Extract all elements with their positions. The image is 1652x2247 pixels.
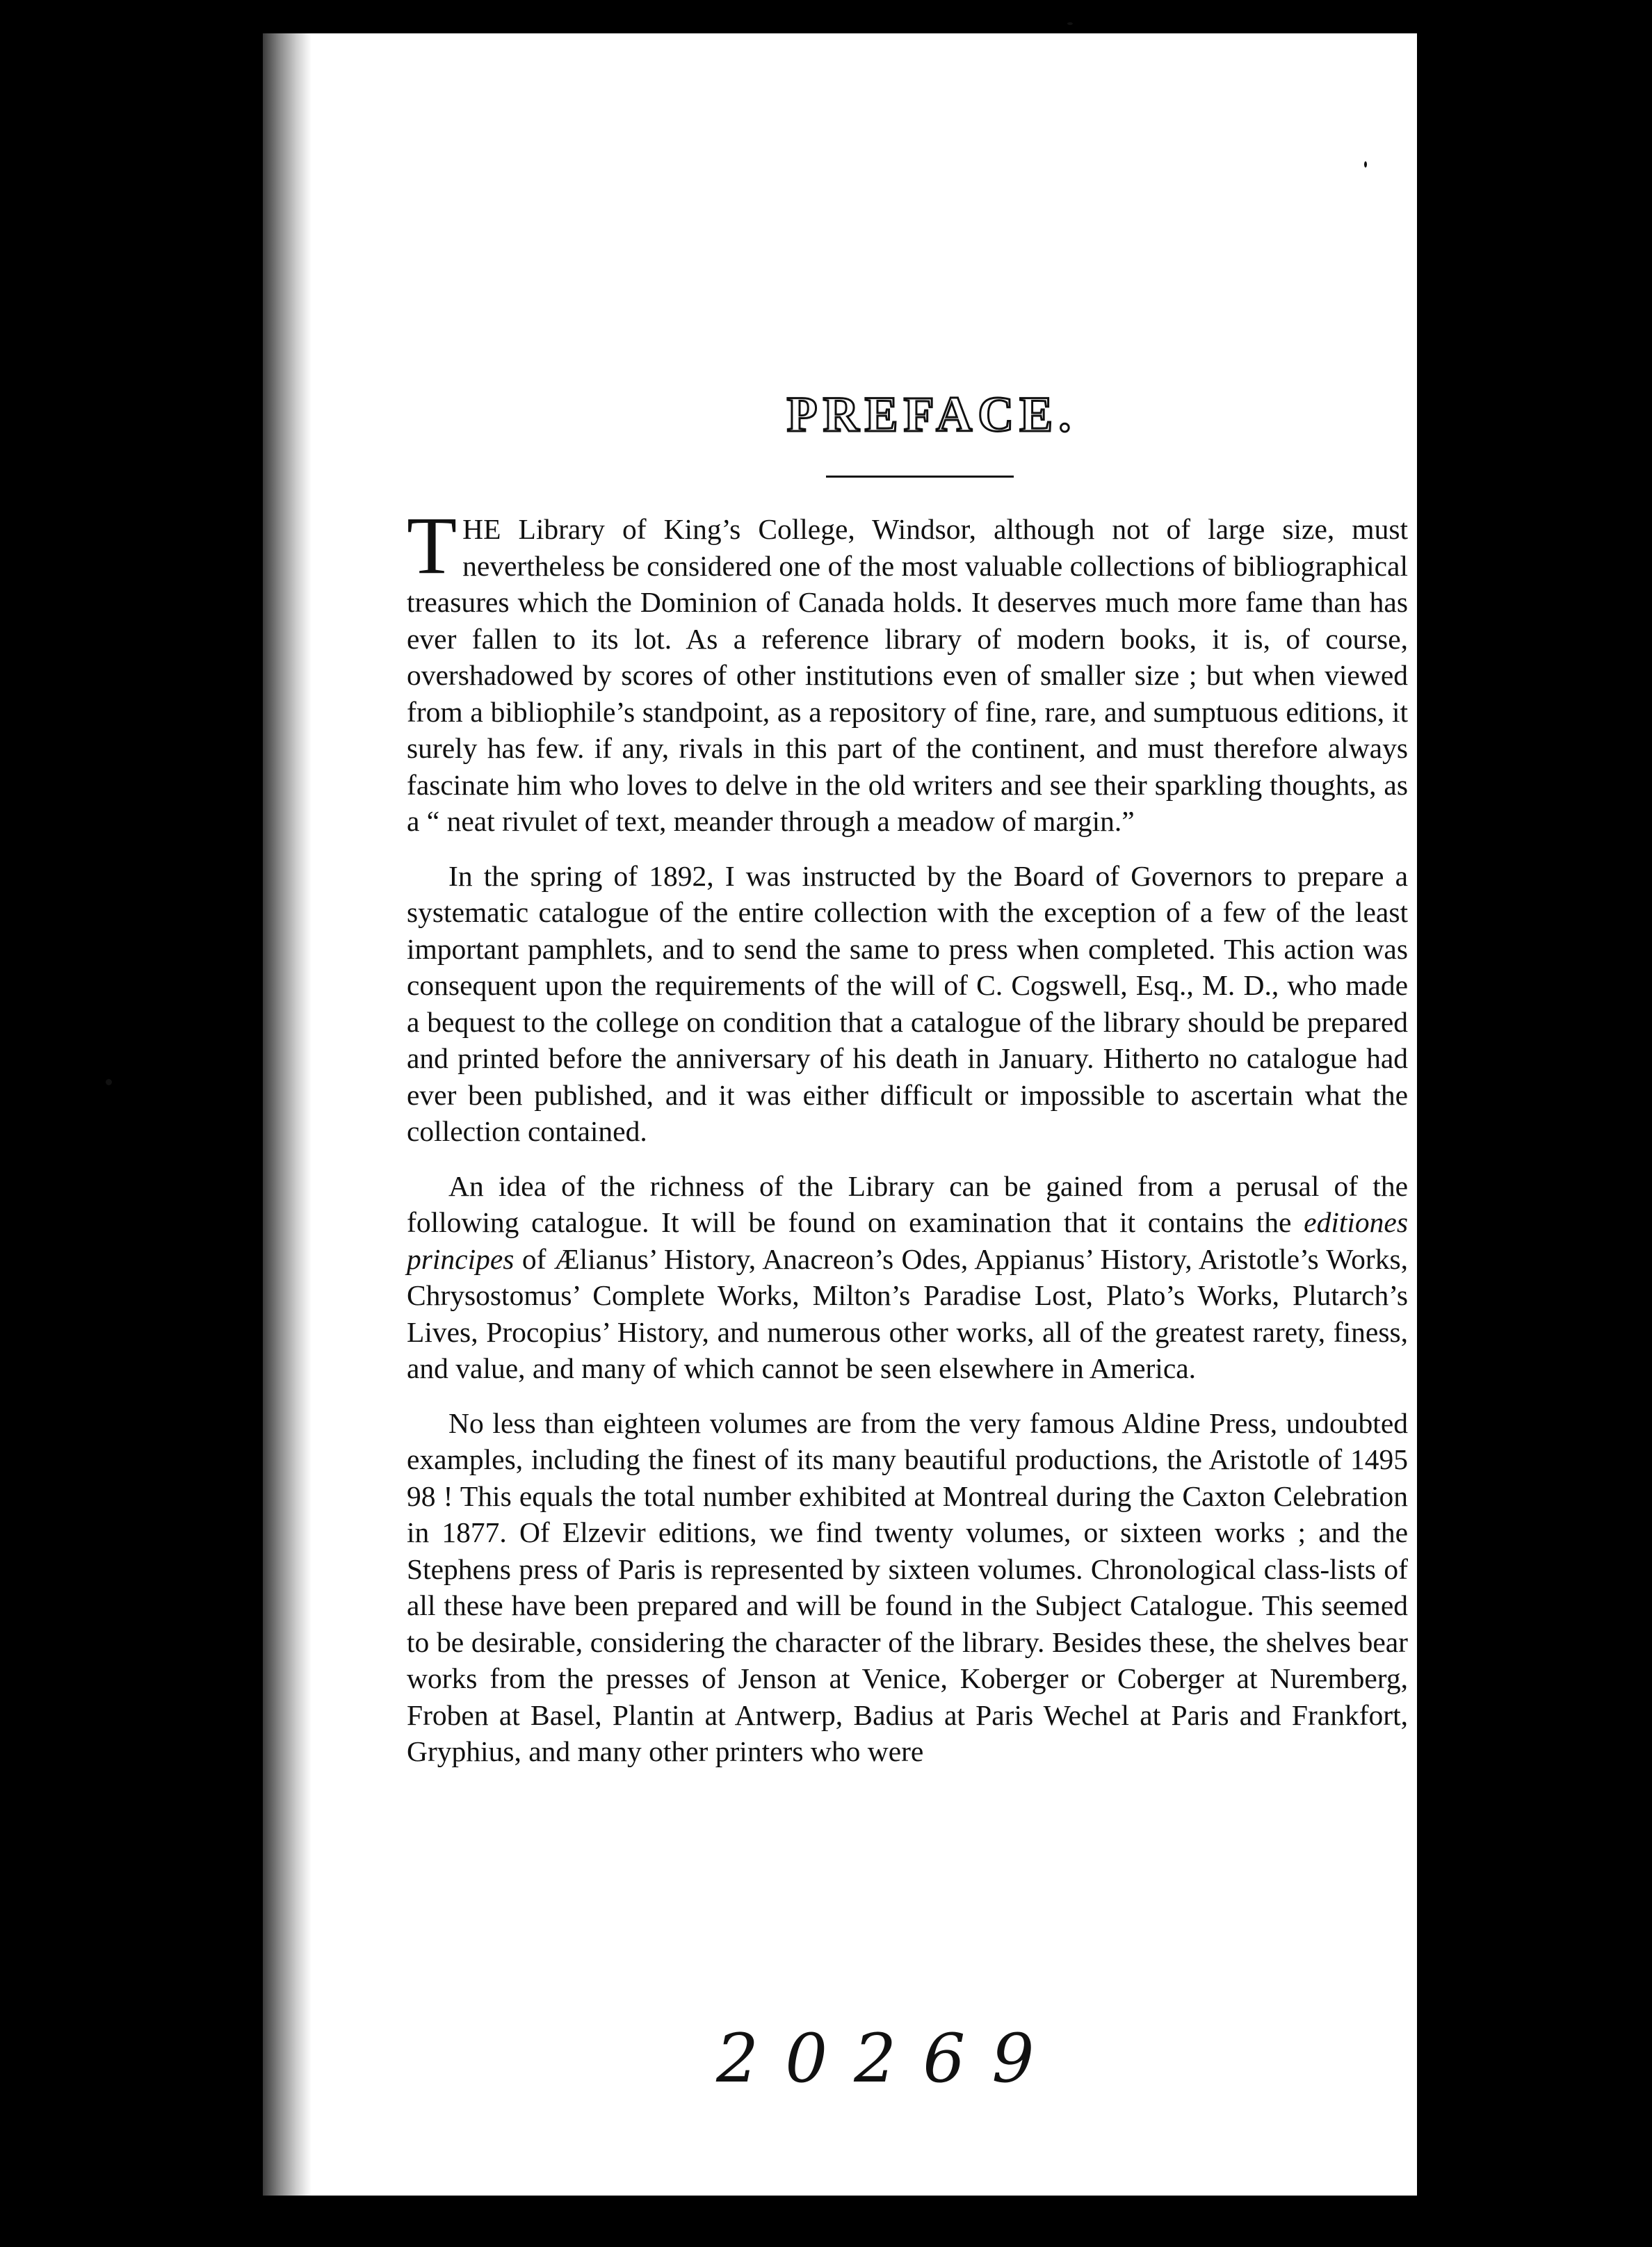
page-title: PREFACE. xyxy=(786,387,1077,442)
handwritten-accession-number: 20269 xyxy=(716,2020,1061,2098)
paragraph-2: In the spring of 1892, I was instructed by the Board of Governors to prepare a systematic catalogue of the entire collection with the exception of a few of the least important pamphlets, and to send the same to press when completed. This action was consequent upon the requirements of the will of C. Cogswell, Esq., M. D., who made a bequest to the college on condition that a catalogue of the library should be prepared and printed before the anniversary of his death in January. Hitherto no catalogue had ever been published, and it was either difficult or impossible to ascertain what the collection contained. xyxy=(407,859,1408,1147)
paragraph-1: THE Library of King’s College, Windsor, although not of large size, must nevertheless be considered one of the most valuable collections of bibliographical treasures which the Dominion of Canada holds. It deserves much more fame than has ever fallen to its lot. As a reference library of modern books, it is, of course, overshadowed by scores of other institutions even of smaller size ; but when viewed from a bibliophile’s standpoint, as a repository of fine, rare, and sumptuous editions, it surely has few. if any, rivals in this part of the continent, and must therefore always fascinate him who loves to delve in the old writers and see their sparkling thoughts, as a “ neat rivulet of text, meander through a meadow of margin.” xyxy=(407,500,1408,837)
paragraph-3-italic: editiones principes xyxy=(407,1206,1408,1275)
ink-speck xyxy=(1067,22,1073,25)
title-rule xyxy=(826,476,1014,478)
ink-speck xyxy=(1364,161,1367,168)
paragraph-4: No less than eighteen volumes are from the very famous Aldine Press, undoubted examples, including the finest of its many beautiful productions, the Aristotle of 1495 98 ! This equals the total number exhibited at Montreal during the Caxton Celebration in 1877. Of Elzevir editions, we find twenty volumes, or sixteen works ; and the Stephens press of Paris is represented by sixteen volumes. Chronological class-lists of all these have been prepared and will be found in the Subject Catalogue. This seemed to be desirable, considering the character of the library. Besides these, the shelves bear works from the presses of Jenson at Venice, Koberger or Coberger at Nuremberg, Froben at Basel, Plantin at Antwerp, Badius at Paris Wechel at Paris and Frankfort, Gryphius, and many other printers who were xyxy=(407,1406,1408,1767)
paragraph-3-end: of Ælianus’ History, Anacreon’s Odes, Appianus’ History, Aristotle’s Works, Chrysostomus’ Complete Works, Milton’s Paradise Lost, Plato’s Works, Plutarch’s Lives, Procopius’ History, and numerous other works, all of the greatest rarety, finess, and value, and many of which cannot be seen elsewhere in America. xyxy=(407,1242,1408,1384)
paragraph-3 xyxy=(407,1168,1408,1387)
binding-shadow xyxy=(263,33,311,2196)
ink-speck xyxy=(106,1079,112,1085)
paragraph-3-start: An idea of the richness of the Library can be gained from a perusal of the following catalogue. It will be found on examination that it contains the xyxy=(407,1169,1408,1238)
preface-body xyxy=(407,500,1408,1788)
